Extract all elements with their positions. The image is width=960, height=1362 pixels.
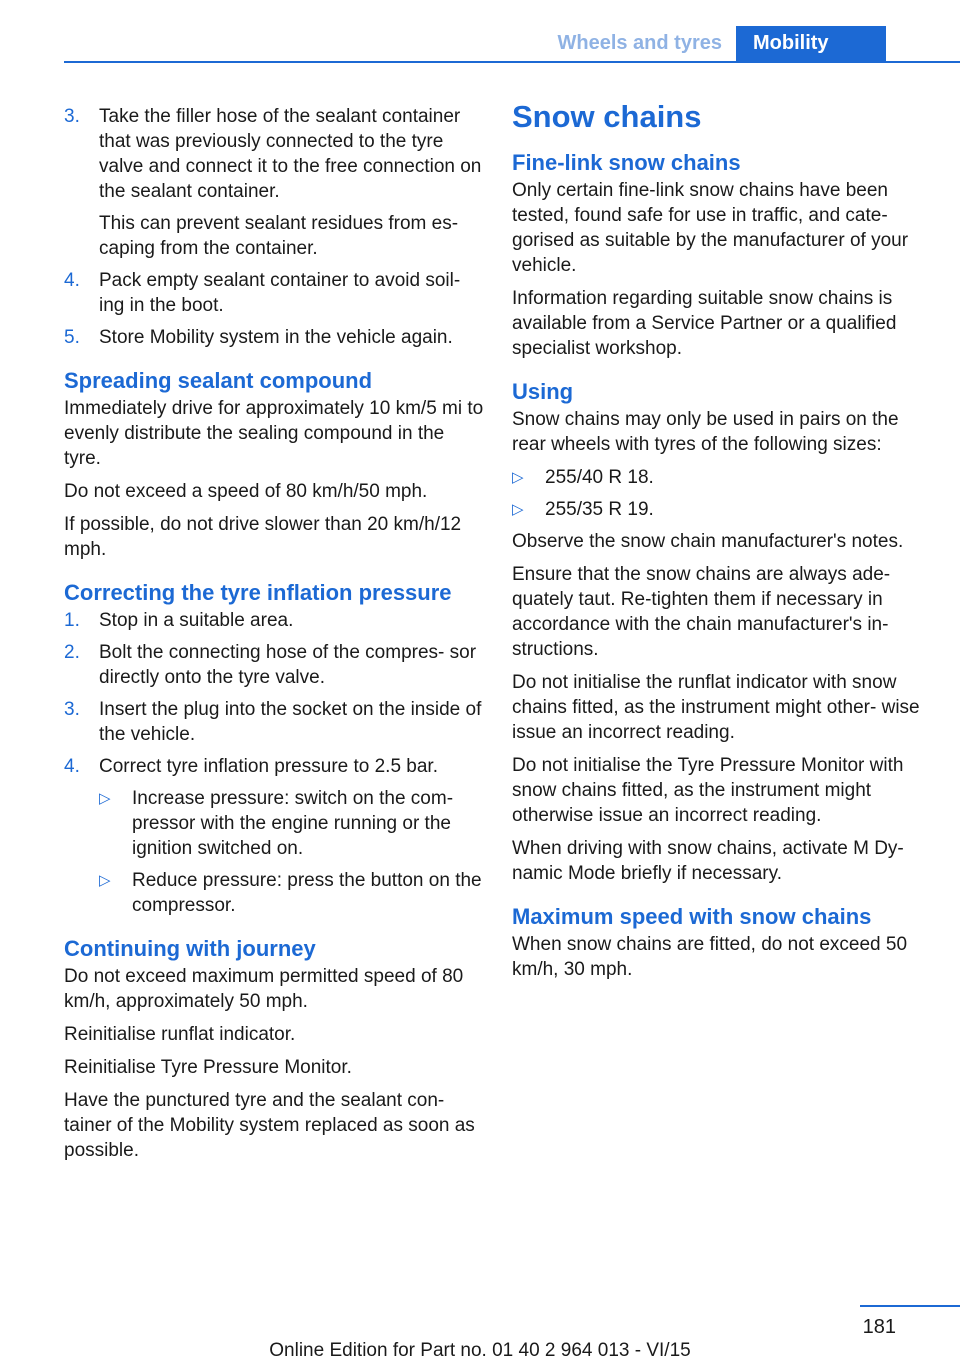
paragraph: Ensure that the snow chains are always ade‐ quately taut. Re-tighten them if necessary in accordance with the chain manufacturer's in‐ structions. xyxy=(512,564,891,660)
step-text: Take the filler hose of the sealant container that was previously connected to the tyre valve and connect it to the free connection on the sealant container. xyxy=(99,106,482,202)
step-number: 3. xyxy=(64,106,80,127)
bullet-item xyxy=(99,786,484,861)
tyre-size-text: 255/35 R 19. xyxy=(545,499,654,520)
step-number: 2. xyxy=(64,642,80,663)
paragraph: When snow chains are fitted, do not exceed 50 km/h, 30 mph. xyxy=(512,934,908,980)
triangle-right-icon: ▷ xyxy=(512,469,524,486)
footer-rule xyxy=(860,1305,960,1307)
heading-snow-chains: Snow chains xyxy=(512,99,702,134)
paragraph: Observe the snow chain manufacturer's notes. xyxy=(512,531,904,552)
step-number: 4. xyxy=(64,270,80,291)
triangle-right-icon: ▷ xyxy=(99,790,111,807)
paragraph: Do not exceed a speed of 80 km/h/50 mph. xyxy=(64,481,428,502)
step-note: This can prevent sealant residues from es‐ caping from the container. xyxy=(99,213,459,259)
step-text: Insert the plug into the socket on the inside of the vehicle. xyxy=(99,699,482,745)
paragraph: Reinitialise runflat indicator. xyxy=(64,1024,296,1045)
step-number: 5. xyxy=(64,327,80,348)
paragraph: Do not exceed maximum permitted speed of 80 km/h, approximately 50 mph. xyxy=(64,966,464,1012)
step-3 xyxy=(64,104,484,261)
sub-bullet-list xyxy=(99,786,484,918)
header-chapter-tab[interactable]: Mobility xyxy=(736,26,886,62)
step-text: Store Mobility system in the vehicle again. xyxy=(99,327,453,348)
heading-continuing-journey: Continuing with journey xyxy=(64,936,316,961)
paragraph: Immediately drive for approximately 10 km/5 mi to evenly distribute the sealing compound in the tyre. xyxy=(64,398,484,469)
step-4 xyxy=(64,754,484,918)
heading-maximum-speed: Maximum speed with snow chains xyxy=(512,904,872,929)
page-number: 181 xyxy=(862,1316,896,1338)
step-1 xyxy=(64,608,484,633)
step-number: 3. xyxy=(64,699,80,720)
step-text: Correct tyre inflation pressure to 2.5 bar. xyxy=(99,756,438,777)
step-2 xyxy=(64,640,484,690)
heading-spreading-sealant: Spreading sealant compound xyxy=(64,368,373,393)
tyre-size-item xyxy=(512,465,932,490)
heading-fine-link: Fine-link snow chains xyxy=(512,150,741,175)
step-number: 1. xyxy=(64,610,80,631)
edition-note: Online Edition for Part no. 01 40 2 964 013 - VI/15 xyxy=(269,1340,691,1361)
paragraph: Snow chains may only be used in pairs on the rear wheels with tyres of the following sizes: xyxy=(512,409,899,455)
bullet-text: Reduce pressure: press the button on the compressor. xyxy=(132,870,482,916)
right-column xyxy=(512,98,932,990)
header-rule xyxy=(64,61,960,63)
step-text: Stop in a suitable area. xyxy=(99,610,294,631)
triangle-right-icon: ▷ xyxy=(512,501,524,518)
heading-using: Using xyxy=(512,379,574,404)
paragraph: Information regarding suitable snow chains is available from a Service Partner or a qualified specialist workshop. xyxy=(512,288,897,359)
step-4 xyxy=(64,268,484,318)
tyre-size-text: 255/40 R 18. xyxy=(545,467,654,488)
left-column xyxy=(64,104,484,1171)
paragraph: Have the punctured tyre and the sealant con‐ tainer of the Mobility system replaced as soon as possible. xyxy=(64,1090,475,1161)
paragraph: Reinitialise Tyre Pressure Monitor. xyxy=(64,1057,352,1078)
paragraph: Do not initialise the Tyre Pressure Monitor with snow chains fitted, as the instrument might otherwise issue an incorrect reading. xyxy=(512,755,904,826)
paragraph: Only certain fine-link snow chains have been tested, found safe for use in traffic, and cate‐ gorised as suitable by the manufacturer of your vehicle. xyxy=(512,180,909,276)
step-5 xyxy=(64,325,484,350)
paragraph: When driving with snow chains, activate M Dy‐ namic Mode briefly if necessary. xyxy=(512,838,904,884)
triangle-right-icon: ▷ xyxy=(99,872,111,889)
paragraph: Do not initialise the runflat indicator with snow chains fitted, as the instrument might other‐ wise issue an incorrect reading. xyxy=(512,672,920,743)
tyre-size-item xyxy=(512,497,932,522)
heading-correcting-pressure: Correcting the tyre inflation pressure xyxy=(64,580,452,605)
bullet-item xyxy=(99,868,484,918)
step-3 xyxy=(64,697,484,747)
header-section-tab[interactable]: Wheels and tyres xyxy=(557,32,722,54)
step-text: Bolt the connecting hose of the compres‐ sor directly onto the tyre valve. xyxy=(99,642,477,688)
bullet-text: Increase pressure: switch on the com‐ pressor with the engine running or the ignition switched on. xyxy=(132,788,454,859)
step-text: Pack empty sealant container to avoid soil‐ ing in the boot. xyxy=(99,270,461,316)
step-number: 4. xyxy=(64,756,80,777)
paragraph: If possible, do not drive slower than 20 km/h/12 mph. xyxy=(64,514,462,560)
